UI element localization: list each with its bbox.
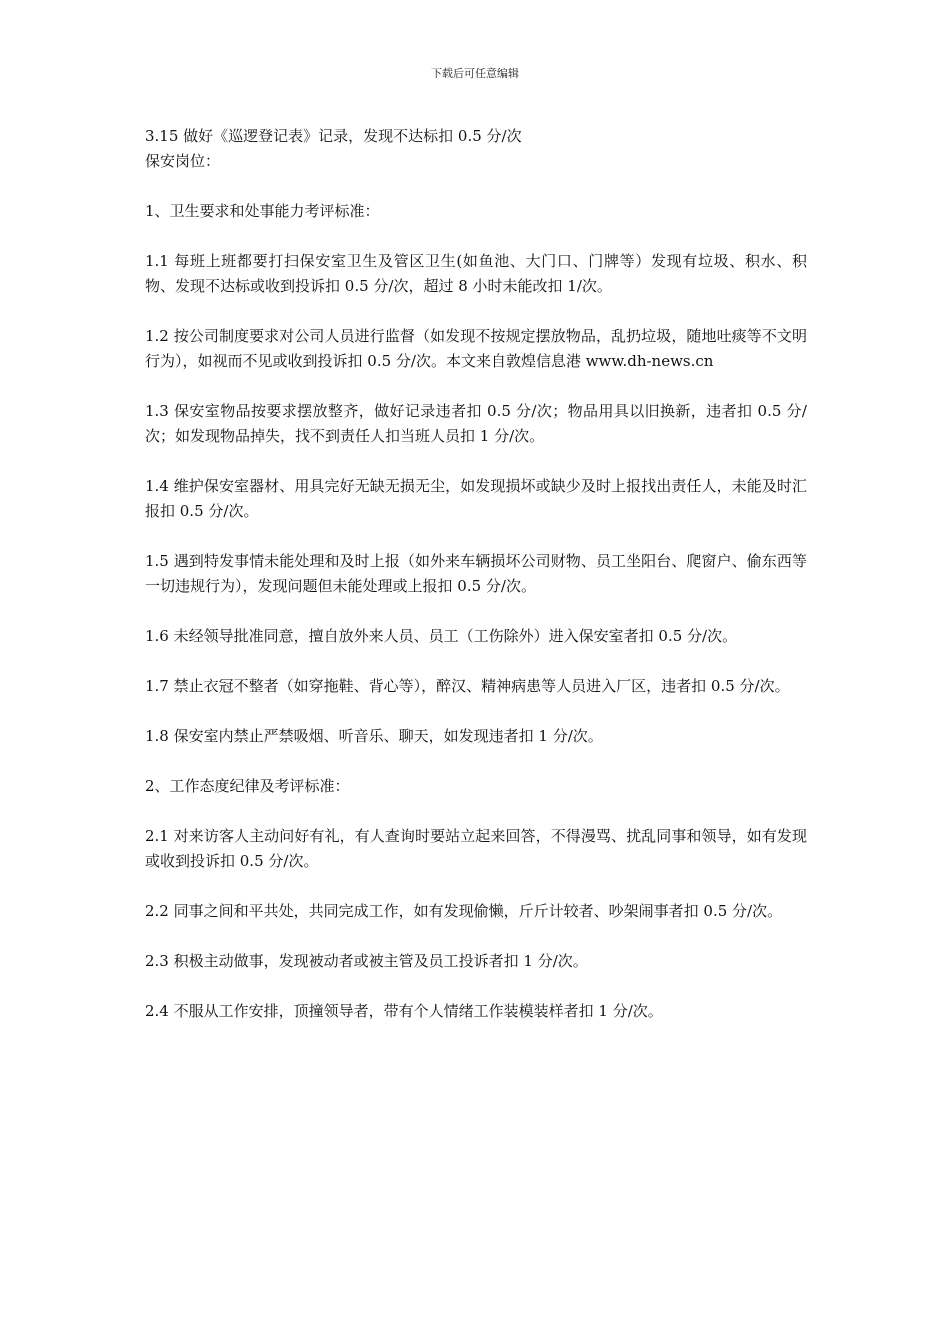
item-1-8: 1.8 保安室内禁止严禁吸烟、听音乐、聊天，如发现违者扣 1 分/次。: [145, 727, 603, 745]
item-1-4: 1.4 维护保安室器材、用具完好无缺无损无尘，如发现损坏或缺少及时上报找出责任人，未能及时汇报扣 0.5 分/次。: [145, 477, 807, 520]
section-1-title: 1、卫生要求和处事能力考评标准：: [145, 202, 380, 220]
item-1-3: 1.3 保安室物品按要求摆放整齐，做好记录违者扣 0.5 分/次；物品用具以旧换新，违者扣 0.5 分/次；如发现物品掉失，找不到责任人扣当班人员扣 1 分/次。: [145, 402, 807, 445]
item-1-6: 1.6 未经领导批准同意，擅自放外来人员、员工（工伤除外）进入保安室者扣 0.5 分/次。: [145, 627, 738, 645]
item-2-2: 2.2 同事之间和平共处，共同完成工作，如有发现偷懒，斤斤计较者、吵架闹事者扣 0.5 分/次。: [145, 902, 783, 920]
item-2-4: 2.4 不服从工作安排，顶撞领导者，带有个人情绪工作装模装样者扣 1 分/次。: [145, 1002, 663, 1020]
item-2-1: 2.1 对来访客人主动问好有礼，有人查询时要站立起来回答，不得漫骂、扰乱同事和领导，如有发现或收到投诉扣 0.5 分/次。: [145, 827, 807, 870]
item-1-7: 1.7 禁止衣冠不整者（如穿拖鞋、背心等），醉汉、精神病患等人员进入厂区，违者扣 0.5 分/次。: [145, 677, 790, 695]
item-2-3: 2.3 积极主动做事，发现被动者或被主管及员工投诉者扣 1 分/次。: [145, 952, 588, 970]
page-header: 下载后可任意编辑: [431, 67, 519, 80]
item-1-1: 1.1 每班上班都要打扫保安室卫生及管区卫生(如鱼池、大门口、门牌等）发现有垃圾、积水、积物、发现不达标或收到投诉扣 0.5 分/次，超过 8 小时未能改扣 1/次。: [145, 252, 807, 295]
security-post-heading: 保安岗位：: [145, 152, 221, 170]
document-body: [145, 124, 807, 1024]
item-1-5: 1.5 遇到特发事情未能处理和及时上报（如外来车辆损坏公司财物、员工坐阳台、爬窗户、偷东西等一切违规行为），发现问题但未能处理或上报扣 0.5 分/次。: [145, 552, 807, 595]
item-1-2: 1.2 按公司制度要求对公司人员进行监督（如发现不按规定摆放物品，乱扔垃圾，随地吐痰等不文明行为），如视而不见或收到投诉扣 0.5 分/次。本文来自敦煌信息港 www.dh-news.cn: [145, 327, 807, 370]
item-3-15: 3.15 做好《巡逻登记表》记录，发现不达标扣 0.5 分/次: [145, 127, 522, 145]
section-2-title: 2、工作态度纪律及考评标准：: [145, 777, 350, 795]
